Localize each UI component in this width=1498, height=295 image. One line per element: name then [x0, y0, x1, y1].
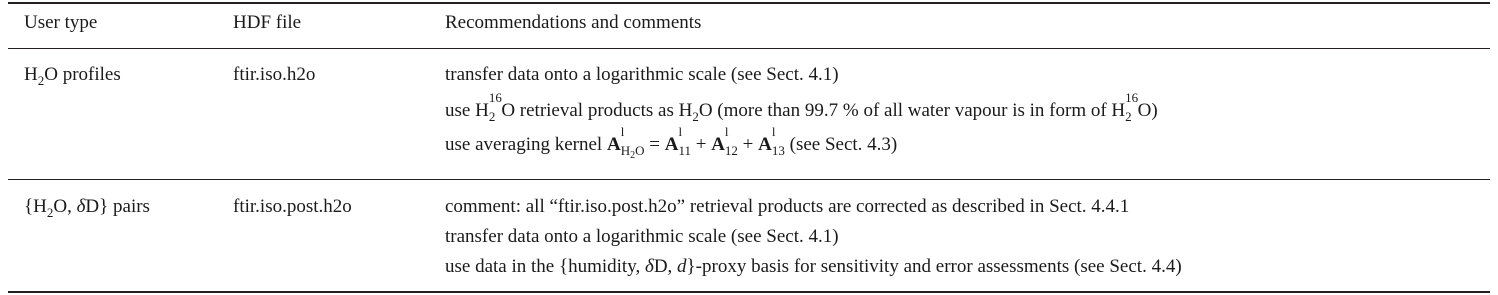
row1-line3: use averaging kernel A l $_{H_2O}$ = A l $_{11}$ + A l $_{12}$ + A l $_{13}$ (see Sect. 4.3) [445, 124, 898, 161]
row1-hdf-file: ftir.iso.h2o [233, 64, 316, 85]
table-top-rule [8, 2, 1490, 4]
row1-user-type: $H_2O$ profiles [24, 64, 121, 88]
row2-line2: transfer data onto a logarithmic scale (see Sect. 4.1) [445, 226, 839, 247]
row1-line2: use H 16 $_2$ O retrieval products as $H_2O$ (more than 99.7 % of all water vapour is in form of H 16 $_2$ O) [445, 90, 1158, 124]
row1-line1: transfer data onto a logarithmic scale (see Sect. 4.1) [445, 64, 839, 85]
row2-hdf-file: ftir.iso.post.h2o [233, 196, 352, 217]
recommendations-table [8, 0, 1490, 295]
row2-line1: comment: all “ftir.iso.post.h2o” retrieval products are corrected as described in Sect. 4.4.1 [445, 196, 1130, 217]
header-recommendations: Recommendations and comments [445, 12, 702, 33]
row2-line3: use data in the {humidity, δD, d}-proxy basis for sensitivity and error assessments (see Sect. 4.4) [445, 256, 1182, 277]
header-rule [8, 48, 1490, 49]
header-hdf-file: HDF file [233, 12, 302, 33]
header-user-type: User type [24, 12, 98, 33]
table-bottom-rule [8, 291, 1490, 293]
row-separator-rule [8, 179, 1490, 180]
row2-user-type: {$H_2O$, δD} pairs [24, 196, 150, 220]
